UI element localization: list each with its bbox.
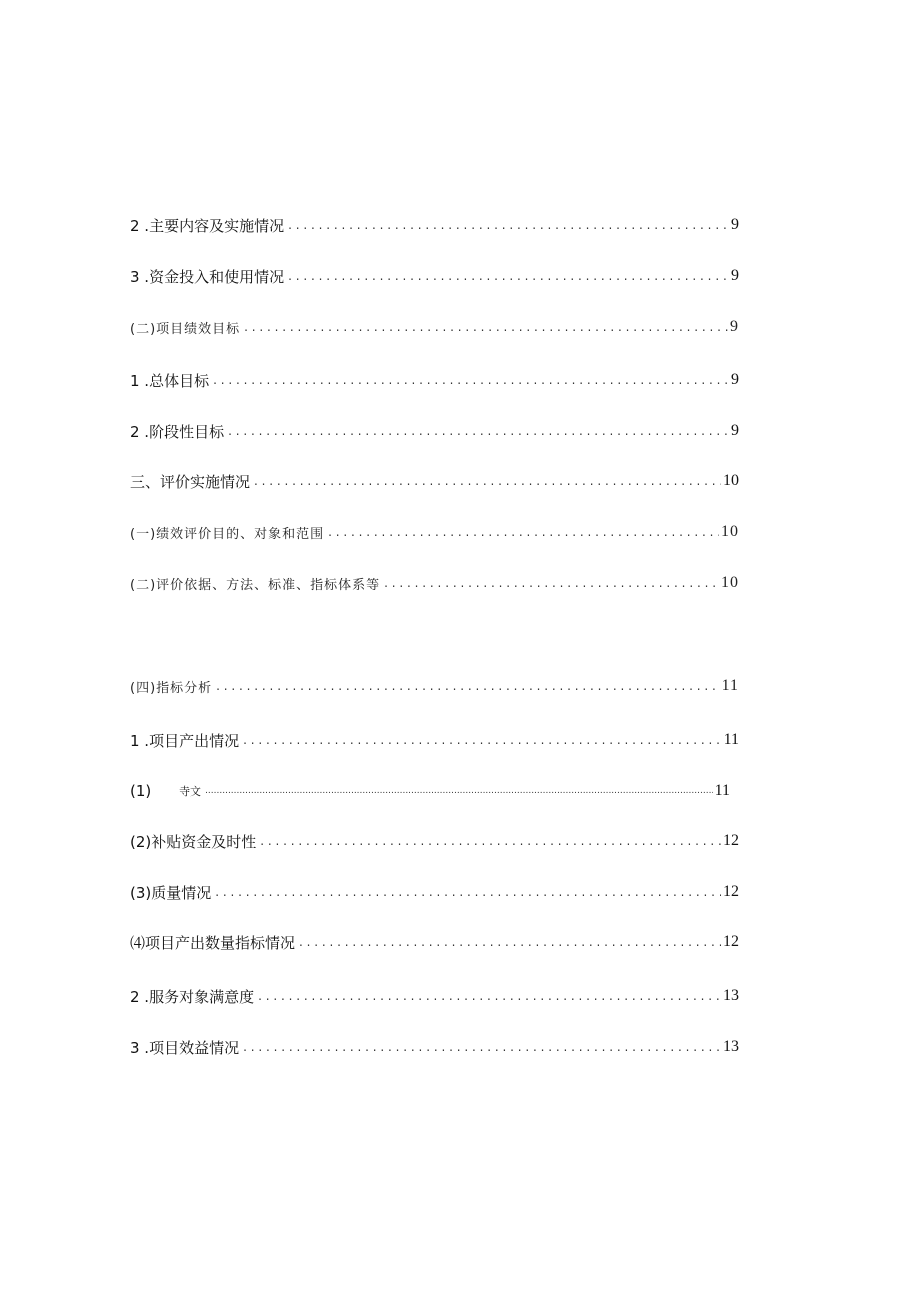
toc-entry-label: 1 .项目产出情况: [130, 731, 240, 750]
toc-page-number: 9: [730, 318, 739, 335]
toc-entry[interactable]: [130, 468, 739, 494]
toc-entry[interactable]: [130, 929, 739, 955]
toc-page-number: 12: [723, 933, 739, 950]
toc-entry[interactable]: [130, 314, 739, 340]
toc-entry-label: 3 .项目效益情况: [130, 1038, 240, 1057]
toc-page-number: 11: [723, 731, 739, 748]
toc-leader-dots: [205, 778, 713, 804]
toc-entry-label: (二)项目绩效目标: [130, 321, 241, 337]
toc-leader-dots: [288, 263, 729, 289]
toc-page-number: 12: [723, 883, 739, 900]
toc-entry-label: 2 .阶段性目标: [130, 422, 225, 441]
toc-leader-dots: [243, 727, 722, 753]
toc-entry[interactable]: [130, 673, 739, 699]
toc-entry[interactable]: [130, 983, 739, 1009]
toc-leader-dots: [215, 879, 721, 905]
toc-entry-label: 1 .总体目标: [130, 371, 210, 390]
toc-entry[interactable]: [130, 570, 739, 596]
toc-leader-dots: [258, 983, 721, 1009]
toc-leader-dots: [288, 212, 729, 238]
toc-page-number: 9: [731, 371, 739, 388]
toc-entry-label: (二)评价依据、方法、标准、指标体系等: [130, 577, 381, 593]
toc-entry[interactable]: [130, 263, 739, 289]
toc-entry-label: (1): [130, 782, 152, 800]
toc-page-number: 11: [721, 677, 739, 694]
toc-entry[interactable]: [130, 879, 739, 905]
toc-entry-label: ⑷项目产出数量指标情况: [130, 933, 296, 952]
toc-page-number: 9: [731, 216, 739, 233]
toc-entry[interactable]: [130, 727, 739, 753]
toc-entry[interactable]: [130, 519, 739, 545]
toc-leader-dots: [384, 570, 719, 596]
toc-entry-label: 2 .服务对象满意度: [130, 987, 255, 1006]
toc-entry-label: (一)绩效评价目的、对象和范围: [130, 526, 325, 542]
toc-leader-dots: [243, 1034, 721, 1060]
toc-page-number: 10: [721, 523, 739, 540]
toc-entry[interactable]: [130, 828, 739, 854]
toc-entry-sublabel: 寺文: [179, 785, 202, 798]
toc-leader-dots: [260, 828, 721, 854]
toc-leader-dots: [228, 418, 729, 444]
toc-page-number: 11: [714, 782, 730, 799]
toc-page-number: 13: [723, 987, 739, 1004]
toc-page-number: 9: [731, 267, 739, 284]
toc-entry-label: 2 .主要内容及实施情况: [130, 216, 285, 235]
toc-entry[interactable]: [130, 418, 739, 444]
toc-entry-label: (四)指标分析: [130, 680, 213, 696]
toc-entry[interactable]: [130, 212, 739, 238]
toc-page-number: 10: [721, 574, 739, 591]
toc-page-number: 10: [723, 472, 739, 489]
toc-page-number: 13: [723, 1038, 739, 1055]
toc-entry[interactable]: [130, 778, 730, 804]
toc-leader-dots: [299, 929, 721, 955]
toc-entry[interactable]: [130, 367, 739, 393]
toc-entry-label: (3)质量情况: [130, 883, 212, 902]
toc-leader-dots: [213, 367, 729, 393]
toc-leader-dots: [328, 519, 719, 545]
toc-entry[interactable]: [130, 1034, 739, 1060]
toc-entry-label: 3 .资金投入和使用情况: [130, 267, 285, 286]
toc-leader-dots: [244, 314, 728, 340]
toc-leader-dots: [254, 468, 721, 494]
toc-page-number: 12: [723, 832, 739, 849]
toc-entry-label: 三、评价实施情况: [130, 472, 251, 491]
toc-leader-dots: [216, 673, 719, 699]
toc-entry-label: (2)补贴资金及时性: [130, 832, 257, 851]
toc-page-number: 9: [731, 422, 739, 439]
